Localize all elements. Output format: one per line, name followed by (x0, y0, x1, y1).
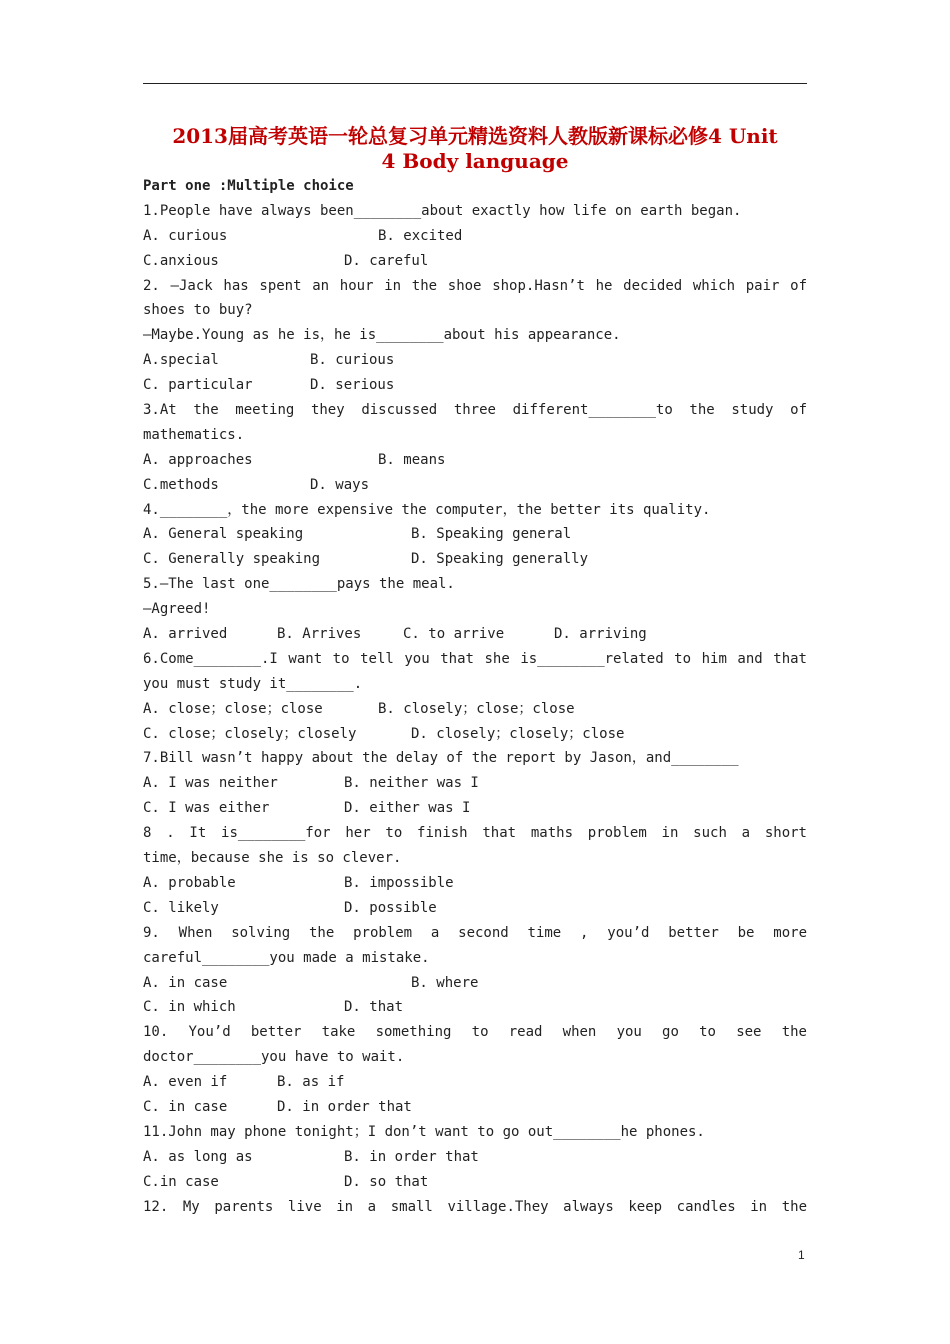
answer-option: A. in case (143, 974, 228, 991)
answer-option: A. General speaking (143, 526, 304, 543)
answer-option: D. arriving (554, 626, 647, 643)
answer-option: A. approaches (143, 451, 253, 468)
answer-option: C.anxious (143, 252, 219, 269)
answer-option: C. to arrive (403, 626, 505, 643)
answer-option: B. excited (378, 227, 463, 244)
question-text-line: 9. When solving the problem a second time , you’d better be more (143, 924, 807, 941)
answer-option: B. Speaking general (411, 526, 572, 543)
question-text-line: 11.John may phone tonight；I don’t want to go out________he phones. (143, 1123, 705, 1140)
question-text-line: mathematics. (143, 426, 245, 443)
answer-options-row (143, 1145, 807, 1170)
answer-option: C.in case (143, 1173, 219, 1190)
answer-option: D. in order that (277, 1098, 412, 1115)
answer-option: B. closely；close；close (378, 700, 575, 717)
question-text-line: —Agreed! (143, 601, 211, 618)
answer-option: C. Generally speaking (143, 551, 321, 568)
header-rule (143, 83, 807, 84)
question-text-line: you must study it________. (143, 675, 363, 692)
answer-option: C.methods (143, 476, 219, 493)
answer-options-row (143, 1070, 807, 1095)
answer-option: B. as if (277, 1074, 345, 1091)
question-text-line: 8 . It is________for her to finish that maths problem in such a short (143, 825, 807, 842)
answer-option: C. likely (143, 899, 219, 916)
question-text-line: careful________you made a mistake. (143, 949, 430, 966)
document-body (143, 174, 807, 1219)
question-text-line: 4.________，the more expensive the computer，the better its quality. (143, 501, 711, 518)
answer-option: A. arrived (143, 626, 228, 643)
answer-options-row (143, 224, 807, 249)
answer-options-row (143, 249, 807, 274)
question-text-line: time，because she is so clever. (143, 850, 402, 867)
section-heading: Part one :Multiple choice (143, 178, 354, 194)
answer-option: C. close；closely；closely (143, 725, 357, 742)
answer-option: A. as long as (143, 1148, 253, 1165)
answer-option: D. ways (310, 476, 370, 493)
answer-option: A. I was neither (143, 775, 278, 792)
answer-options-row (143, 348, 807, 373)
question-text-line: 1.People have always been________about exactly how life on earth began. (143, 202, 742, 219)
answer-option: D. possible (344, 899, 437, 916)
answer-option: C. particular (143, 377, 253, 394)
question-text-line: 5.—The last one________pays the meal. (143, 576, 455, 593)
answer-option: B. neither was I (344, 775, 479, 792)
answer-options-row (143, 473, 807, 498)
answer-options-row (143, 1170, 807, 1195)
document-title (143, 124, 807, 174)
question-text-line: 6.Come________.I want to tell you that she is________related to him and that (143, 650, 807, 667)
answer-option: D. serious (310, 377, 395, 394)
answer-option: D. either was I (344, 800, 471, 817)
question-text-line: doctor________you have to wait. (143, 1049, 405, 1066)
answer-options-row (143, 373, 807, 398)
answer-option: D. that (344, 999, 404, 1016)
answer-options-row (143, 896, 807, 921)
question-text-line: 2. —Jack has spent an hour in the shoe shop.Hasn’t he decided which pair of (143, 277, 807, 294)
answer-option: D. careful (344, 252, 429, 269)
title-line-2: 4 Body language (381, 149, 569, 173)
answer-option: B. curious (310, 352, 395, 369)
answer-option: A. close；close；close (143, 700, 323, 717)
answer-options-row (143, 697, 807, 722)
answer-options-row (143, 971, 807, 996)
page-number: 1 (798, 1248, 805, 1262)
answer-option: A. probable (143, 874, 236, 891)
answer-options-row (143, 771, 807, 796)
answer-options-row (143, 622, 807, 647)
question-text-line: shoes to buy? (143, 302, 253, 319)
answer-options-row (143, 547, 807, 572)
answer-options-row (143, 448, 807, 473)
answer-option: A.special (143, 352, 219, 369)
question-text-line: 7.Bill wasn’t happy about the delay of the report by Jason，and________ (143, 750, 739, 767)
answer-option: A. even if (143, 1074, 228, 1091)
question-text-line: 12. My parents live in a small village.They always keep candles in the (143, 1198, 807, 1215)
answer-options-row (143, 871, 807, 896)
answer-option: B. Arrives (277, 626, 362, 643)
answer-option: B. in order that (344, 1148, 479, 1165)
answer-option: C. in which (143, 999, 236, 1016)
title-line-1: 2013届高考英语一轮总复习单元精选资料人教版新课标必修4 Unit (172, 124, 778, 148)
answer-option: B. where (411, 974, 479, 991)
answer-options-row (143, 522, 807, 547)
answer-option: C. I was either (143, 800, 270, 817)
answer-options-row (143, 796, 807, 821)
answer-option: D. Speaking generally (411, 551, 589, 568)
answer-option: D. so that (344, 1173, 429, 1190)
answer-option: B. means (378, 451, 446, 468)
answer-options-row (143, 722, 807, 747)
question-text-line: 3.At the meeting they discussed three different________to the study of (143, 402, 807, 419)
question-text-line: 10. You’d better take something to read when you go to see the (143, 1024, 807, 1041)
answer-option: D. closely；closely；close (411, 725, 625, 742)
answer-option: C. in case (143, 1098, 228, 1115)
answer-options-row (143, 995, 807, 1020)
question-text-line: —Maybe.Young as he is，he is________about his appearance. (143, 327, 621, 344)
answer-options-row (143, 1095, 807, 1120)
answer-option: B. impossible (344, 874, 454, 891)
answer-option: A. curious (143, 227, 228, 244)
